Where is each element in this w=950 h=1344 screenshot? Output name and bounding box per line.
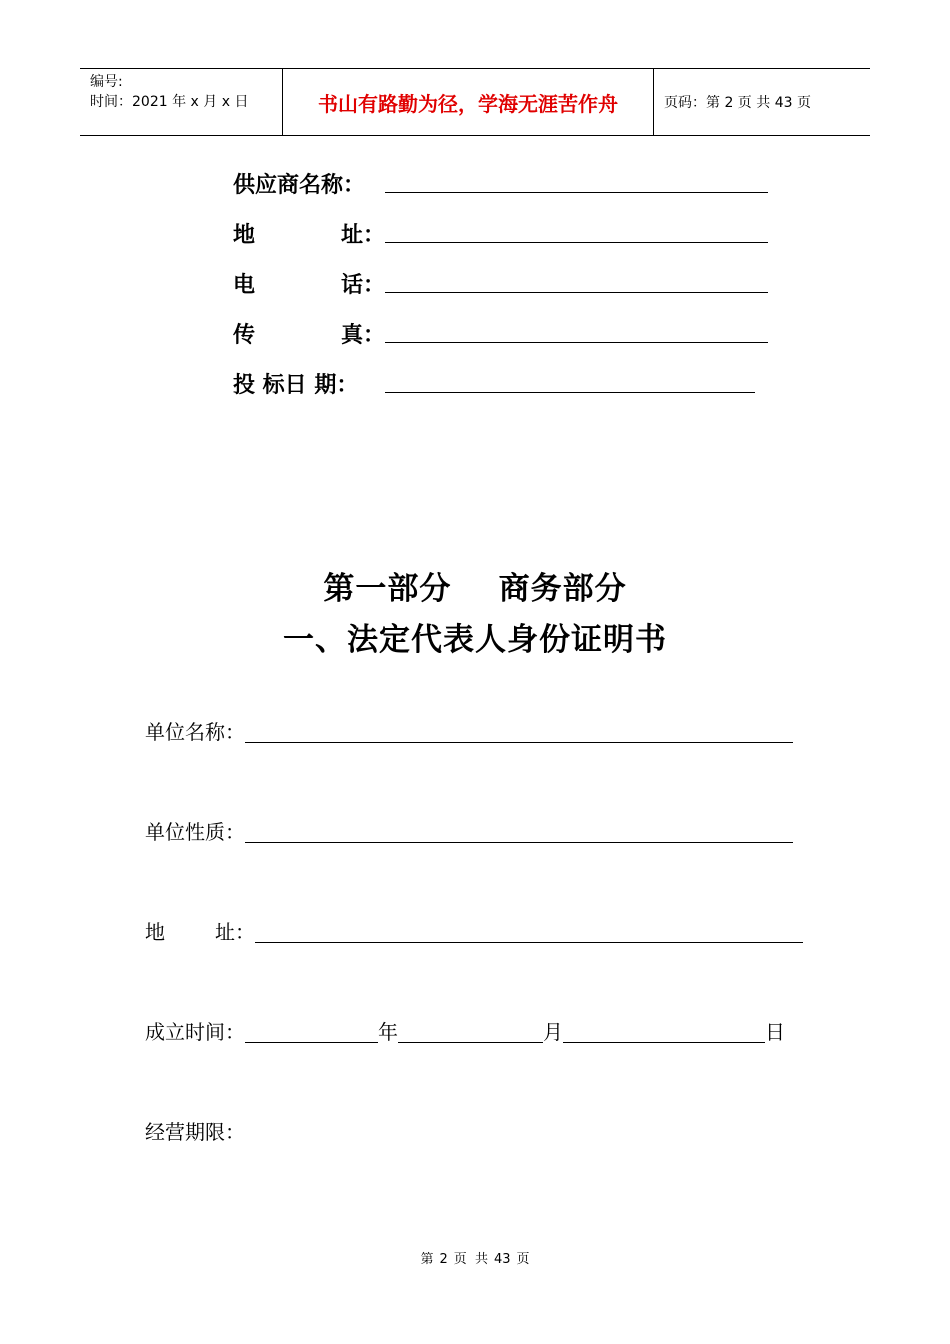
page-footer: [0, 1248, 950, 1267]
address-label: [145, 916, 255, 945]
founded-year-field[interactable]: [245, 1016, 378, 1043]
supplier-address-label-b: 址：: [340, 223, 385, 248]
supplier-fax-label: [233, 318, 385, 349]
header-page-info: 页码：第 2 页 共 43 页: [664, 95, 811, 111]
bid-date-field[interactable]: [385, 362, 755, 393]
unit-nature-row: [145, 815, 793, 845]
supplier-fax-row: [233, 315, 768, 349]
address-label-a: 地: [145, 920, 165, 944]
unit-nature-field[interactable]: [245, 816, 793, 843]
footer-mid: 页 共: [453, 1252, 488, 1267]
supplier-phone-field[interactable]: [385, 262, 768, 293]
supplier-address-label: [233, 218, 385, 249]
supplier-phone-label-a: 电: [233, 273, 256, 298]
footer-total-pages: 43: [494, 1252, 511, 1267]
founded-row: [145, 1015, 785, 1045]
year-unit: 年: [378, 1020, 398, 1044]
footer-suffix: 页: [516, 1252, 530, 1267]
supplier-phone-label: [233, 268, 385, 299]
founded-label: 成立时间：: [145, 1020, 245, 1044]
address-row: [145, 915, 803, 945]
founded-day-field[interactable]: [563, 1016, 765, 1043]
footer-prefix: 第: [420, 1252, 434, 1267]
supplier-name-row: [233, 165, 768, 199]
footer-page-number: 2: [439, 1252, 448, 1267]
serial-label: 编号:: [90, 74, 123, 90]
address-field[interactable]: [255, 916, 803, 943]
supplier-fax-label-a: 传: [233, 323, 256, 348]
bid-date-row: [233, 365, 755, 399]
supplier-address-field[interactable]: [385, 212, 768, 243]
section-title: 一、法定代表人身份证明书: [283, 622, 667, 658]
unit-name-row: [145, 715, 793, 745]
supplier-address-row: [233, 215, 768, 249]
day-unit: 日: [765, 1020, 785, 1044]
part-title: 第一部分 商务部分: [323, 571, 627, 607]
supplier-name-field[interactable]: [385, 162, 768, 193]
supplier-phone-row: [233, 265, 768, 299]
supplier-phone-label-b: 话：: [340, 273, 385, 298]
term-row: [145, 1115, 245, 1145]
unit-name-field[interactable]: [245, 716, 793, 743]
date-label: 时间：2021 年 x 月 x 日: [90, 94, 249, 110]
supplier-fax-label-b: 真：: [340, 323, 385, 348]
unit-name-label: 单位名称：: [145, 720, 245, 744]
page-header: [80, 68, 870, 136]
month-unit: 月: [543, 1020, 563, 1044]
supplier-fax-field[interactable]: [385, 312, 768, 343]
supplier-address-label-a: 地: [233, 223, 256, 248]
bid-date-label: 投 标日 期：: [233, 373, 359, 398]
supplier-name-label: 供应商名称：: [233, 173, 366, 198]
unit-nature-label: 单位性质：: [145, 820, 245, 844]
term-label: 经营期限：: [145, 1120, 245, 1144]
header-meta: [80, 69, 282, 135]
header-motto: 书山有路勤为径，学海无涯苦作舟: [282, 69, 654, 135]
address-label-b: 址：: [215, 920, 255, 944]
founded-month-field[interactable]: [398, 1016, 543, 1043]
